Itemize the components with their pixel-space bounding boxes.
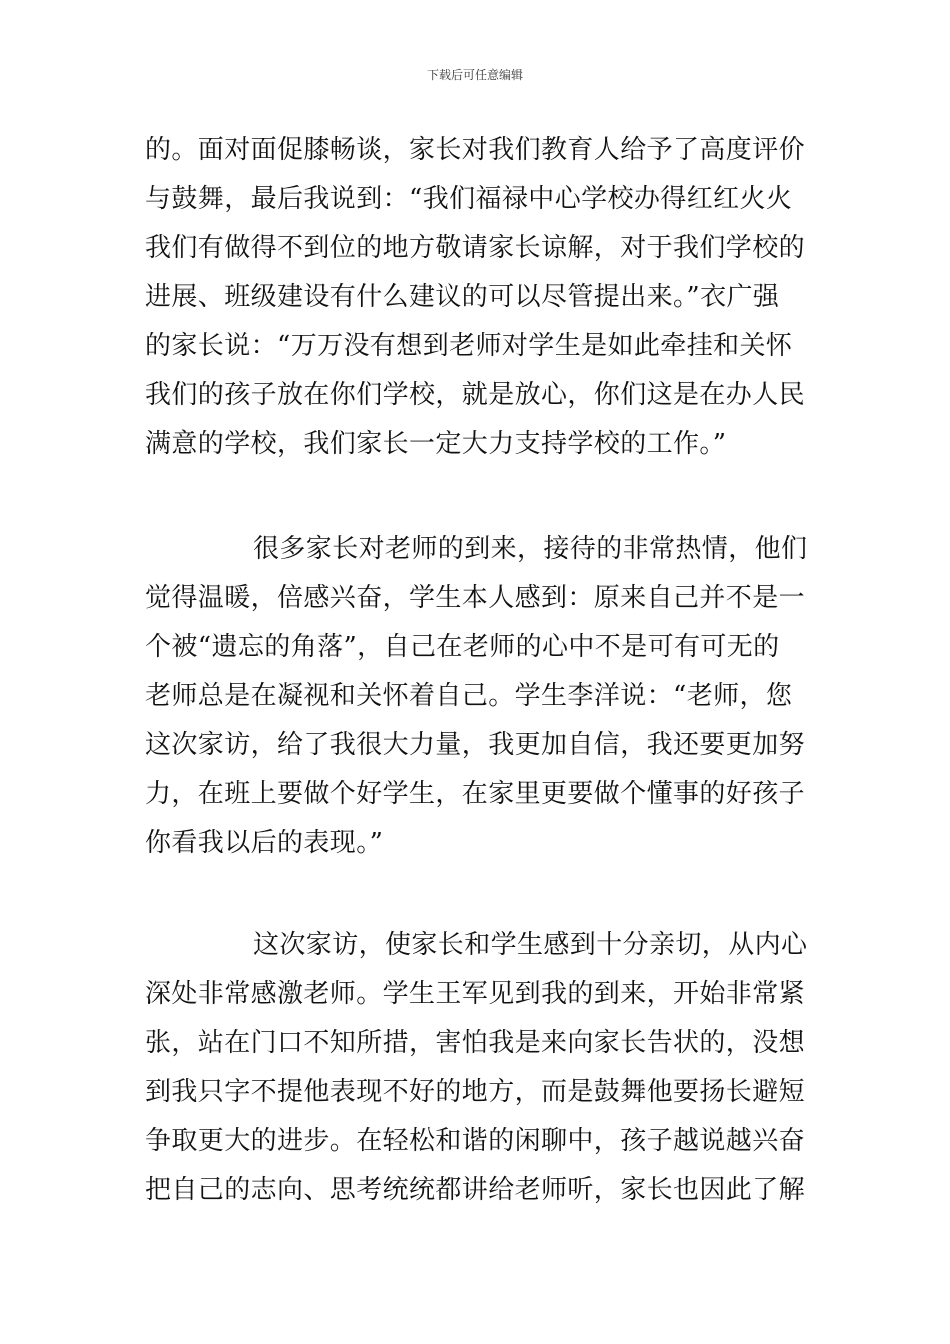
text-line: 你看我以后的表现。” bbox=[145, 828, 384, 858]
text-line: 觉得温暖，倍感兴奋，学生本人感到：原来自己并不是一 bbox=[145, 583, 806, 613]
paragraph-3 bbox=[145, 921, 807, 1215]
text-line: 进展、班级建设有什么建议的可以尽管提出来。”衣广强 bbox=[145, 282, 780, 312]
text-line: 老师总是在凝视和关怀着自己。学生李洋说：“老师，您 bbox=[145, 681, 793, 711]
text-line: 张，站在门口不知所措，害怕我是来向家长告状的，没想 bbox=[145, 1028, 806, 1058]
text-line-indented: 这次家访，使家长和学生感到十分亲切，从内心 bbox=[253, 930, 807, 960]
text-line: 与鼓舞，最后我说到：“我们福禄中心学校办得红红火火 bbox=[145, 184, 793, 214]
text-line: 力，在班上要做个好学生，在家里更要做个懂事的好孩子 bbox=[145, 779, 806, 809]
page-header: 下载后可任意编辑 bbox=[426, 68, 523, 82]
text-line: 的家长说：“万万没有想到老师对学生是如此牵挂和关怀 bbox=[145, 331, 793, 361]
text-line: 我们的孩子放在你们学校，就是放心，你们这是在办人民 bbox=[145, 380, 806, 410]
paragraph-1 bbox=[145, 126, 807, 469]
text-line: 个被“遗忘的角落”，自己在老师的心中不是可有可无的 bbox=[145, 632, 780, 662]
text-line: 到我只字不提他表现不好的地方，而是鼓舞他要扬长避短 bbox=[145, 1077, 806, 1107]
text-line: 把自己的志向、思考统统都讲给老师听，家长也因此了解 bbox=[145, 1175, 806, 1205]
text-line: 深处非常感激老师。学生王军见到我的到来，开始非常紧 bbox=[145, 979, 806, 1009]
text-line-indented: 很多家长对老师的到来，接待的非常热情，他们 bbox=[253, 534, 807, 564]
text-line: 的。面对面促膝畅谈，家长对我们教育人给予了高度评价 bbox=[145, 135, 806, 165]
text-line: 争取更大的进步。在轻松和谐的闲聊中，孩子越说越兴奋 bbox=[145, 1126, 806, 1156]
text-line: 满意的学校，我们家长一定大力支持学校的工作。” bbox=[145, 429, 727, 459]
text-line: 这次家访，给了我很大力量，我更加自信，我还要更加努 bbox=[145, 730, 806, 760]
paragraph-2 bbox=[145, 525, 807, 868]
text-line: 我们有做得不到位的地方敬请家长谅解，对于我们学校的 bbox=[145, 233, 806, 263]
